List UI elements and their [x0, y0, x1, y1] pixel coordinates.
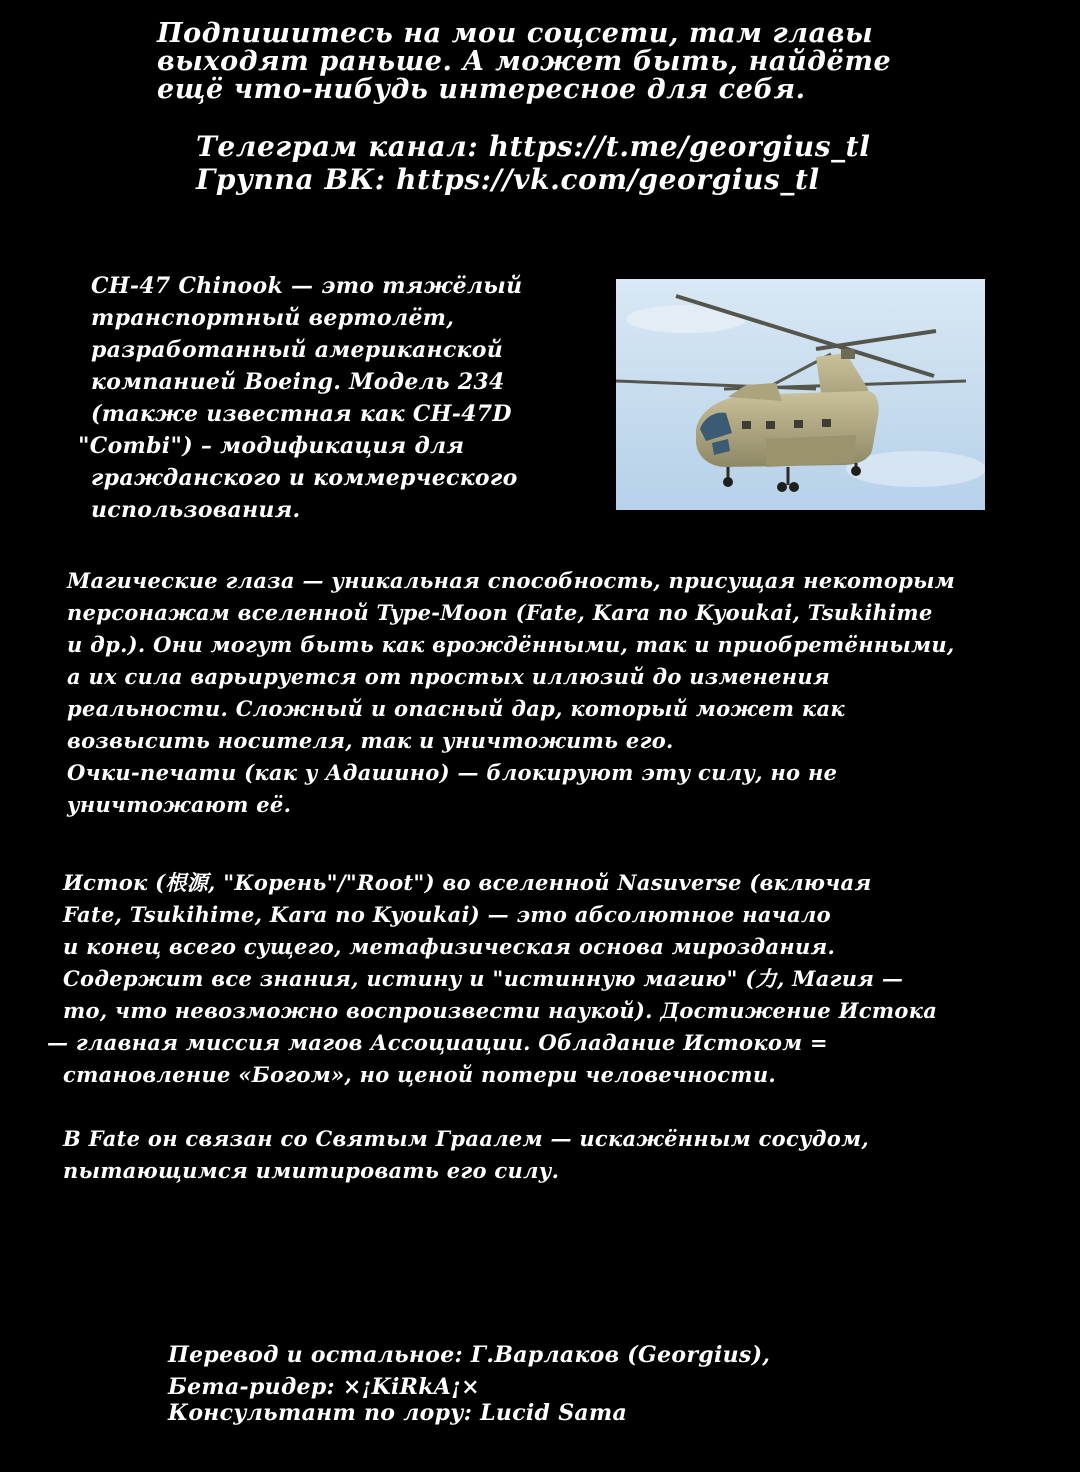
note-line: Магические глаза — уникальная способность, присущая некоторым: [67, 568, 956, 593]
note-line: Fate, Tsukihime, Kara no Kyoukai) — это абсолютное начало: [63, 902, 831, 927]
subscribe-line: ещё что-нибудь интересное для себя.: [157, 74, 806, 105]
social-links: [196, 130, 870, 196]
note-line: Содержит все знания, истину и "истинную магию" (力, Магия —: [63, 966, 904, 991]
note-line: CH-47 Chinook — это тяжёлый: [91, 273, 523, 299]
note-line: компанией Boeing. Модель 234: [91, 369, 505, 395]
translator-credit: Перевод и остальное: Г.Варлаков (Georgius),: [168, 1342, 771, 1368]
note-line: Очки-печати (как у Адашино) — блокируют эту силу, но не: [67, 760, 838, 785]
root-note: [47, 867, 937, 1091]
subscribe-line: выходят раньше. А может быть, найдёте: [157, 46, 892, 77]
note-line: реальности. Сложный и опасный дар, который может как: [67, 696, 845, 721]
subscribe-line: Подпишитесь на мои соцсети, там главы: [157, 18, 874, 49]
note-line: "Combi") – модификация для: [78, 433, 465, 459]
note-line: а их сила варьируется от простых иллюзий до изменения: [67, 664, 830, 689]
note-line: уничтожают её.: [67, 792, 292, 817]
telegram-link[interactable]: Телеграм канал: https://t.me/georgius_tl: [196, 130, 871, 163]
note-line: становление «Богом», но ценой потери человечности.: [63, 1062, 776, 1087]
note-line: гражданского и коммерческого: [91, 465, 518, 491]
note-line: пытающимся имитировать его силу.: [63, 1158, 560, 1183]
note-line: разработанный американской: [91, 337, 504, 363]
grail-note: [63, 1123, 869, 1187]
note-line: транспортный вертолёт,: [91, 305, 455, 331]
note-line: использования.: [91, 497, 301, 523]
note-line: то, что невозможно воспроизвести наукой). Достижение Истока: [63, 998, 938, 1023]
credits: [168, 1340, 770, 1426]
subscribe-note: [157, 20, 891, 104]
note-line: и др.). Они могут быть как врождёнными, так и приобретёнными,: [67, 632, 955, 657]
note-line: и конец всего сущего, метафизическая основа мироздания.: [63, 934, 836, 959]
note-line: В Fate он связан со Святым Граалем — искажённым сосудом,: [63, 1126, 869, 1151]
note-line: — главная миссия магов Ассоциации. Обладание Истоком =: [47, 1030, 828, 1055]
lore-consultant-credit: Консультант по лору: Lucid Sama: [168, 1400, 628, 1426]
vk-link[interactable]: Группа ВК: https://vk.com/georgius_tl: [196, 163, 820, 196]
mystic-eyes-note: [67, 565, 955, 821]
note-line: персонажам вселенной Type-Moon (Fate, Kara no Kyoukai, Tsukihime: [67, 600, 933, 625]
note-line: Исток (根源, "Корень"/"Root") во вселенной Nasuverse (включая: [63, 870, 872, 895]
note-line: возвысить носителя, так и уничтожить его.: [67, 728, 674, 753]
chinook-helicopter-photo: [616, 279, 985, 510]
note-line: (также известная как CH-47D: [91, 401, 512, 427]
chinook-note: [78, 270, 522, 526]
beta-reader-credit: Бета-ридер: ×¡KiRkA¡×: [168, 1374, 480, 1400]
